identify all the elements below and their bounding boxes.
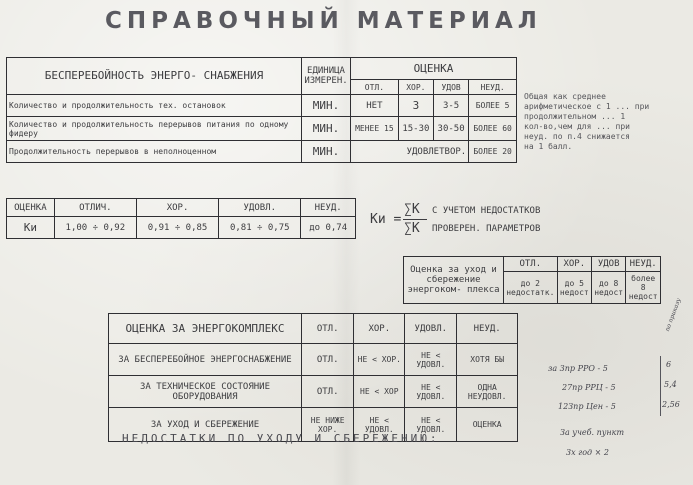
care-saving-table: Оценка за уход и сбережение энергоком- плекса ОТЛ. ХОР. УДОВ НЕУД. до 2 недостатк. до 5 недост до 8 недост более 8 недост bbox=[403, 256, 661, 304]
handwritten-total: 5,4 bbox=[664, 380, 677, 389]
handwritten-line: За учеб. пункт bbox=[560, 428, 625, 437]
formula-numerator: ∑K bbox=[404, 202, 420, 217]
handwritten-line: 3х год × 2 bbox=[566, 448, 609, 457]
table-row: ЗА УХОД И СБЕРЕЖЕНИЕ НЕ НИЖЕ ХОР. НЕ < УДОВЛ. НЕ < УДОВЛ. ОЦЕНКА bbox=[109, 408, 518, 442]
formula-numerator-text: С УЧЕТОМ НЕДОСТАТКОВ bbox=[432, 206, 541, 216]
formula-denominator-text: ПРОВЕРЕН. ПАРАМЕТРОВ bbox=[432, 224, 541, 234]
handwritten-total: 6 bbox=[666, 360, 672, 369]
page-title: СПРАВОЧНЫЙ МАТЕРИАЛ bbox=[105, 8, 542, 34]
handwritten-bracket bbox=[660, 356, 661, 416]
table-row: Количество и продолжительность перерывов питания по одному фидеру МИН. МЕНЕЕ 15 15-30 30-50 БОЛЕЕ 60 bbox=[7, 117, 517, 141]
table1-grade-poor: НЕУД. bbox=[469, 80, 517, 95]
table1-header-name: БЕСПЕРЕБОЙНОСТЬ ЭНЕРГО- СНАБЖЕНИЯ bbox=[7, 58, 302, 95]
handwritten-line: за 3пр РРО - 5 bbox=[548, 364, 608, 373]
table1-grade-satisfactory: УДОВ bbox=[433, 80, 468, 95]
table1-grade-excellent: ОТЛ. bbox=[351, 80, 399, 95]
table-row: Продолжительность перерывов в неполноценном МИН. УДОВЛЕТВОР. БОЛЕЕ 20 bbox=[7, 141, 517, 163]
table1-note: Общая как среднее арифметическое с 1 ... при продолжительном ... 1 кол-во,чем для ... при неуд. по п.4 снижается на 1 балл. bbox=[524, 92, 650, 151]
coefficient-formula bbox=[370, 202, 610, 238]
table-row: Количество и продолжительность тех. остановок МИН. НЕТ 3 3-5 БОЛЕЕ 5 bbox=[7, 95, 517, 117]
coefficient-table: ОЦЕНКА ОТЛИЧ. ХОР. УДОВЛ. НЕУД. Kи 1,00 ÷ 0,92 0,91 ÷ 0,85 0,81 ÷ 0,75 до 0,74 bbox=[6, 198, 356, 239]
reliability-table bbox=[6, 57, 517, 163]
table1-header-score: ОЦЕНКА bbox=[351, 58, 517, 80]
table-row: до 2 недостатк. до 5 недост до 8 недост более 8 недост bbox=[404, 272, 661, 304]
handwritten-line: 12Зпр Цен - 5 bbox=[558, 402, 616, 411]
handwritten-total: 2,56 bbox=[662, 400, 680, 409]
table-row: Kи 1,00 ÷ 0,92 0,91 ÷ 0,85 0,81 ÷ 0,75 до 0,74 bbox=[7, 217, 356, 239]
energy-complex-table: ОЦЕНКА ЗА ЭНЕРГОКОМПЛЕКС ОТЛ. ХОР. УДОВЛ. НЕУД. ЗА БЕСПЕРЕБОЙНОЕ ЭНЕРГОСНАБЖЕНИЕ ОТЛ. НЕ < ХОР. НЕ < УДОВЛ. ХОТЯ БЫ ЗА ТЕХНИЧЕСКОЕ СОСТОЯНИЕ ОБОРУДОВАНИЯ ОТЛ. НЕ < ХОР НЕ < УДОВЛ. ОДНА НЕУДОВЛ. ЗА УХОД И СБЕРЕЖЕНИЕ НЕ НИЖЕ ХОР. НЕ < УДОВЛ. НЕ < УДОВЛ. ОЦЕНКА bbox=[108, 313, 518, 442]
formula-denominator: ∑K bbox=[404, 221, 420, 236]
table3-label: Оценка за уход и сбережение энергоком- плекса bbox=[404, 257, 504, 304]
shortcomings-heading: НЕДОСТАТКИ ПО УХОДУ И СБЕРЕЖЕНИЮ: bbox=[122, 432, 440, 445]
table1-grade-good: ХОР. bbox=[398, 80, 433, 95]
table-row: ЗА БЕСПЕРЕБОЙНОЕ ЭНЕРГОСНАБЖЕНИЕ ОТЛ. НЕ < ХОР. НЕ < УДОВЛ. ХОТЯ БЫ bbox=[109, 344, 518, 376]
table-row: ЗА ТЕХНИЧЕСКОЕ СОСТОЯНИЕ ОБОРУДОВАНИЯ ОТЛ. НЕ < ХОР НЕ < УДОВЛ. ОДНА НЕУДОВЛ. bbox=[109, 376, 518, 408]
handwritten-margin-note: по приказу bbox=[664, 297, 683, 333]
handwritten-line: 27пр РРЦ - 5 bbox=[562, 383, 616, 392]
table1-header-unit: ЕДИНИЦА ИЗМЕРЕН. bbox=[302, 58, 351, 95]
formula-lhs: Kи = bbox=[370, 212, 402, 227]
formula-fraction-bar bbox=[403, 219, 427, 220]
